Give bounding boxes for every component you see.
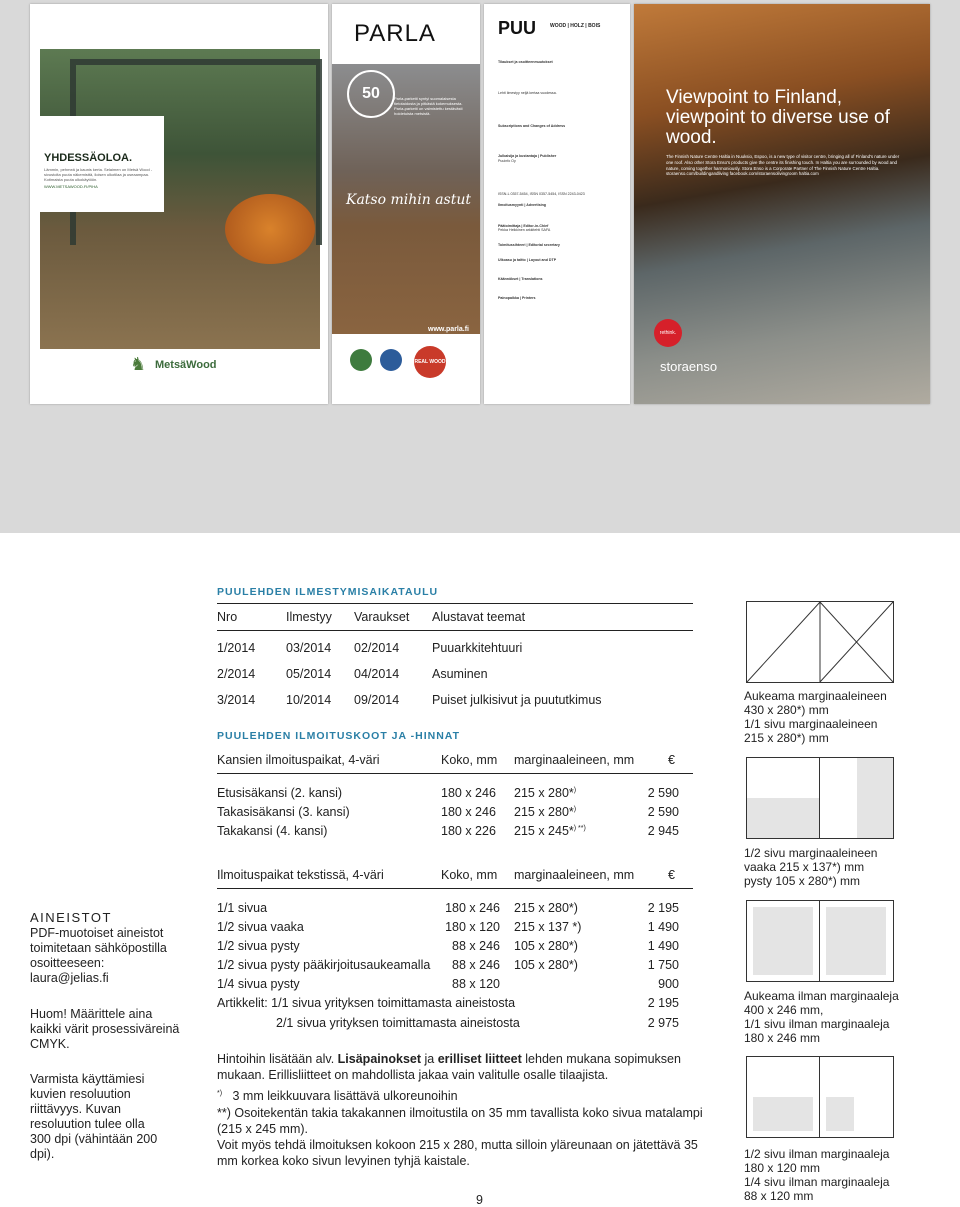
table-cell: 1 490 (647, 920, 679, 934)
col-header: Varaukset (354, 610, 410, 624)
table-cell: 2 590 (647, 786, 679, 800)
col-header: Ilmestyy (286, 610, 332, 624)
caption-line: Aukeama ilman marginaaleja (744, 989, 899, 1003)
ad-slogan: Katso mihin astut (346, 192, 472, 208)
materials-title: AINEISTOT (30, 910, 112, 925)
note-bold: Lisäpainokset (337, 1052, 422, 1066)
table-cell: 05/2014 (286, 667, 332, 681)
ad-textbox (38, 116, 164, 212)
table-cell: 215 x 280*) (514, 901, 578, 915)
col-header: Alustavat teemat (432, 610, 526, 624)
magazine-logo: PUU (498, 18, 537, 38)
colophon-page (484, 4, 630, 404)
note-text: Hintoihin lisätään alv. (217, 1052, 338, 1066)
diagram-caption (744, 846, 877, 888)
caption-line: 1/1 sivu marginaaleineen (744, 717, 878, 731)
moose-logo-icon: ♞ (130, 354, 147, 374)
col-header: Nro (217, 610, 238, 624)
table-cell: 2 195 (647, 996, 679, 1010)
ad-logo: storaenso (660, 359, 718, 374)
table-cell: 88 x 120 (452, 977, 500, 991)
caption-line: 180 x 120 mm (744, 1161, 821, 1175)
table-cell: 1/2 sivua pysty pääkirjoitusaukeamalla (217, 958, 431, 972)
col-header: marginaaleineen, mm (514, 753, 635, 767)
caption-line: 1/2 sivu marginaaleineen (744, 846, 878, 860)
size-value: 215 x 280* (514, 786, 574, 800)
colophon-line: Painopaikka | Printers (498, 295, 536, 300)
realwood-badge: REAL WOOD (414, 346, 446, 378)
ad-page-parla (332, 4, 480, 404)
ad-logo: MetsäWood (155, 359, 217, 371)
table-cell: 1/2 sivua vaaka (217, 920, 304, 934)
table-cell: 180 x 246 (441, 805, 496, 819)
col-header: Ilmoituspaikat tekstissä, 4-väri (217, 868, 384, 882)
caption-line: 180 x 246 mm (744, 1031, 821, 1045)
rethink-badge: rethink. (654, 319, 682, 347)
table-cell: 1/2 sivua pysty (217, 939, 300, 953)
caption-line: Aukeama marginaaleineen (744, 689, 887, 703)
diagram-caption (744, 989, 899, 1045)
col-header: marginaaleineen, mm (514, 868, 635, 882)
colophon-line: Tilaukset ja osoitteenmuutokset (498, 60, 553, 64)
ad-title: Viewpoint to Finland, viewpoint to diverse use of wood. (666, 87, 890, 148)
footnote-2: **) Osoitekentän takia takakannen ilmoitustila on 35 mm tavallista koko sivua matalampi (215 x 245 mm). (217, 1106, 703, 1136)
table-cell: 04/2014 (354, 667, 400, 681)
table-cell: 09/2014 (354, 693, 400, 707)
table-cell: 02/2014 (354, 641, 400, 655)
table-cell: 900 (658, 977, 679, 991)
colophon-line: Puuinfo Oy (498, 159, 516, 164)
materials-text: Huom! Määrittele aina kaikki värit prosessiväreinä CMYK. (30, 1007, 180, 1051)
table-cell (514, 824, 586, 838)
caption-line: 215 x 280*) mm (744, 731, 829, 745)
divider (217, 773, 693, 774)
col-header: Koko, mm (441, 868, 498, 882)
col-header: Koko, mm (441, 753, 498, 767)
diagram-caption (744, 1147, 889, 1203)
footnote-mark: ) (573, 805, 577, 813)
ad-photo-haltia (634, 4, 930, 404)
caption-line: vaaka 215 x 137*) mm (744, 860, 865, 874)
table-cell: 1/1 sivua (217, 901, 268, 915)
table-cell: Etusisäkansi (2. kansi) (217, 786, 343, 800)
footnote-mark: ) **) (573, 824, 586, 832)
materials-text: Varmista käyttämiesi kuvien resoluution riittävyys. Kuvan resoluution tulee olla 300 dpi (vähintään 200 dpi). (30, 1072, 158, 1161)
ad-url: WWW.METSAWOOD.FI/PIHA (44, 184, 98, 189)
table-cell: 2 975 (647, 1016, 679, 1030)
footnote-3: Voit myös tehdä ilmoituksen kokoon 215 x 280, mutta silloin yläreunaan on jätettävä 35 mm korkea koko sivun levyinen tyhjä kaistale. (217, 1138, 698, 1168)
table-cell: Takasisäkansi (3. kansi) (217, 805, 350, 819)
table-cell: 2/2014 (217, 667, 256, 681)
table-cell: 1/4 sivua pysty (217, 977, 300, 991)
table-cell: 03/2014 (286, 641, 332, 655)
col-header: Kansien ilmoituspaikat, 4-väri (217, 753, 380, 767)
table-cell: 1/2014 (217, 641, 256, 655)
table-cell (514, 786, 576, 800)
table-cell: 180 x 226 (441, 824, 496, 838)
caption-line: 1/4 sivu ilman marginaaleja (744, 1175, 890, 1189)
table-cell: 1 750 (647, 958, 679, 972)
note-bold: erilliset liitteet (437, 1052, 522, 1066)
ad-overlay-text: Parla-parketti syntyi suomalaisesta tietotaidosta ja pitkästä kokemuksesta. Parla-parketti on valmistettu kestävästi hoidetuista metsistä. (394, 96, 463, 116)
note-text: lehden mukana sopimuksen mukaan. Erillisliitteet on mahdollista jakaa vain valitulle osalle tilaajista. (217, 1052, 681, 1082)
table-cell: Artikkelit: 1/1 sivua yrityksen toimittamasta aineistosta (217, 996, 516, 1010)
table-cell: Puiset julkisivut ja puututkimus (432, 693, 602, 707)
ad-body: The Finnish Nature Centre Haltia in Nuuksio, Espoo, is a new type of visitor centre, bringing all of Finland's nature under one roof. Also other Stora Enso's products give the centre its finishing touch. In Haltia you are surrounded by wood and nature, coming together harmoniously. Stora Enso is a Corporate Partner of The Finnish Nature Centre Haltia. storaenso.com/buildingandliving facebook.com/storaensolivingroom haltia.com (666, 154, 900, 177)
colophon-line: Pekka Heikkinen arkkitehti SAFA (498, 228, 551, 233)
ad-text: Lämmin, pehmeä ja kaunis kerta. Selaimen on Metsä Wood -sivustolta puuta näkemisttä, iloisen ulkotilaa ja useaampaa. Kotimaista puuta ulkokäytöön. (44, 167, 153, 182)
table-cell: 3/2014 (217, 693, 256, 707)
caption-line: 88 x 120 mm (744, 1189, 814, 1203)
table-cell: 88 x 246 (452, 958, 500, 972)
table-cell: 88 x 246 (452, 939, 500, 953)
magazine-subtitle: WOOD | HOLZ | BOIS (550, 23, 601, 29)
colophon-line: Toimitussihteeri | Editorial secretary (498, 243, 560, 248)
spread-without-margins-diagram (746, 900, 894, 982)
note-text: ja (421, 1052, 438, 1066)
divider (217, 603, 693, 604)
table-cell (514, 805, 576, 819)
caption-line: 1/1 sivu ilman marginaaleja (744, 1017, 890, 1031)
col-header: € (668, 753, 675, 767)
table-cell: 2/1 sivua yrityksen toimittamasta aineistosta (276, 1016, 520, 1030)
half-page-with-margins-diagram (746, 757, 894, 839)
size-value: 215 x 245* (514, 824, 574, 838)
key-flag-logo-icon (380, 349, 402, 371)
colophon-text (498, 60, 618, 300)
colophon-line: Lehti ilmestyy neljä kertaa vuodessa. (498, 90, 557, 95)
colophon-line: Ulkoasu ja taitto | Layout and DTP (498, 257, 557, 262)
ad-headline: YHDESSÄOLOA. (44, 152, 133, 164)
table-cell: 180 x 120 (445, 920, 500, 934)
table-cell: Asuminen (432, 667, 488, 681)
page-number: 9 (476, 1193, 483, 1207)
colophon-line: Julkaisija ja kustantaja | Publisher (498, 154, 557, 159)
colophon-line: ISSN-L 0357-5454, ISSN 0357-5454, ISSN 2243-0423 (498, 191, 585, 196)
table-cell: 105 x 280*) (514, 958, 578, 972)
diagram-caption (744, 689, 887, 745)
footnote-1 (217, 1089, 458, 1103)
pefc-logo-icon (350, 349, 372, 371)
table-cell: Puuarkkitehtuuri (432, 641, 523, 655)
colophon-line: Subscriptions and Changes of Address (498, 123, 566, 128)
materials-text: PDF-muotoiset aineistot toimitetaan sähköpostilla osoitteeseen: laura@jelias.fi (30, 926, 167, 985)
prices-title: PUULEHDEN ILMOITUSKOOT JA -HINNAT (217, 730, 460, 742)
table-cell: 180 x 246 (441, 786, 496, 800)
footnote-mark: *) (217, 1089, 223, 1097)
colophon-line: Päätoimittaja | Editor-in-Chief (498, 223, 549, 228)
table-cell: Takakansi (4. kansi) (217, 824, 328, 838)
caption-line: 430 x 280*) mm (744, 703, 829, 717)
colophon-line: Ilmoitusmyynti | Advertising (498, 202, 546, 207)
table-cell: 2 590 (647, 805, 679, 819)
caption-line: pysty 105 x 280*) mm (744, 874, 861, 888)
ad-page-storaenso (634, 4, 930, 404)
pricing-note (217, 1051, 717, 1083)
divider (217, 630, 693, 631)
table-cell: 215 x 137 *) (514, 920, 582, 934)
table-cell: 2 945 (647, 824, 679, 838)
partial-page-without-margins-diagram (746, 1056, 894, 1138)
ad-page-metsawood (30, 4, 328, 404)
spread-diagram-icon (747, 602, 893, 682)
ad-brand: PARLA (354, 20, 436, 47)
col-header: € (668, 868, 675, 882)
spread-with-margins-diagram (746, 601, 894, 683)
table-cell: 2 195 (647, 901, 679, 915)
colophon-line: Käännökset | Translations (498, 276, 543, 281)
divider (217, 888, 693, 889)
ad-url: www.parla.fi (428, 326, 469, 333)
table-cell: 105 x 280*) (514, 939, 578, 953)
size-value: 215 x 280* (514, 805, 574, 819)
schedule-title: PUULEHDEN ILMESTYMISAIKATAULU (217, 586, 439, 598)
anniversary-badge: 50 (347, 70, 395, 118)
table-cell: 1 490 (647, 939, 679, 953)
flowers-illustration (225, 194, 315, 264)
caption-line: 1/2 sivu ilman marginaaleja (744, 1147, 890, 1161)
footnote-text: 3 mm leikkuuvara lisättävä ulkoreunoihin (232, 1089, 458, 1103)
caption-line: 400 x 246 mm, (744, 1003, 824, 1017)
footnote-mark: ) (573, 786, 577, 794)
table-cell: 10/2014 (286, 693, 332, 707)
table-cell: 180 x 246 (445, 901, 500, 915)
